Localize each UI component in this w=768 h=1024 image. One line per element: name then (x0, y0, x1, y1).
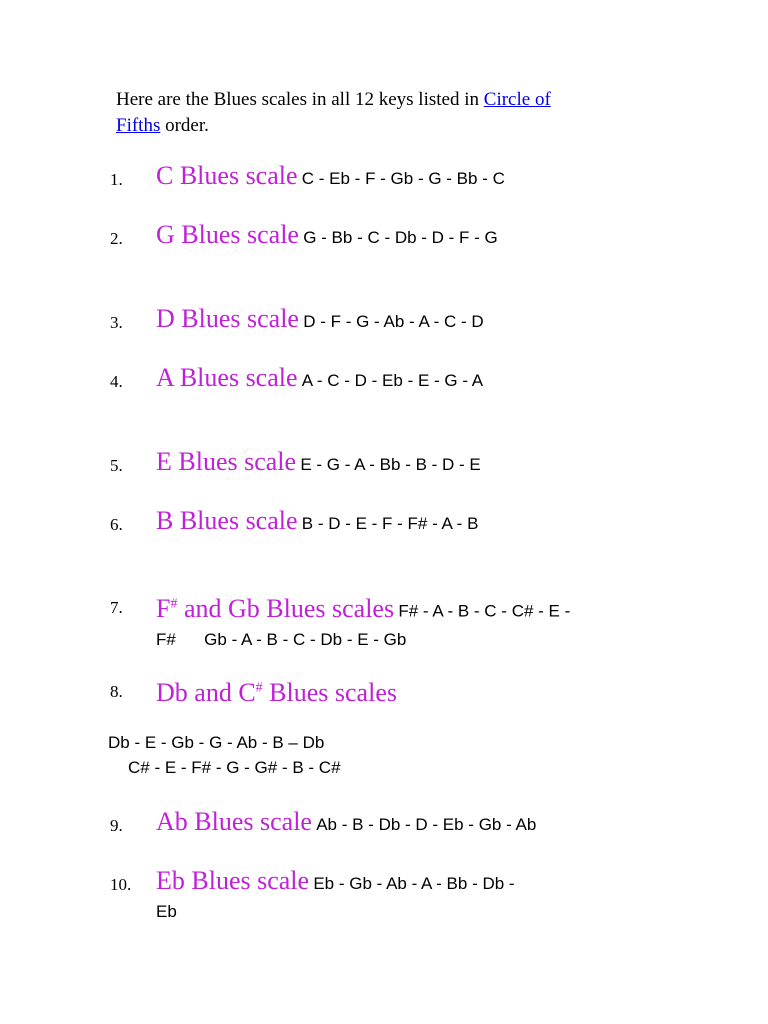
scale-notes: Eb (156, 902, 177, 921)
scale-notes: G - Bb - C - Db - D - F - G (303, 228, 498, 247)
scale-title: Db and C# Blues scales (156, 677, 397, 707)
scale-title: A Blues scale (156, 363, 298, 392)
item-number: 3. (110, 313, 123, 332)
scale-title: F# and Gb Blues scales (156, 593, 395, 623)
scale-notes: D - F - G - Ab - A - C - D (303, 312, 484, 331)
scale-title: B Blues scale (156, 506, 298, 535)
scale-notes: Eb - Gb - Ab - A - Bb - Db - (313, 874, 515, 893)
circle-of-fifths-link[interactable]: Circle of Fifths (116, 89, 551, 136)
item-number: 6. (110, 515, 123, 534)
scale-title: D Blues scale (156, 304, 299, 333)
scale-title: E Blues scale (156, 447, 297, 476)
item-number: 5. (110, 456, 123, 475)
item-number: 9. (110, 816, 123, 835)
scale-title: C Blues scale (156, 161, 298, 190)
intro-paragraph (116, 87, 676, 139)
scale-notes-db: Db - E - Gb - G - Ab - B – Db (108, 733, 325, 752)
scale-notes: F# - A - B - C - C# - E - (398, 601, 571, 621)
item-number: 1. (110, 170, 123, 189)
scale-notes-csharp: C# - E - F# - G - G# - B - C# (128, 758, 341, 777)
intro-text: Here are the Blues scales in all 12 keys listed in (116, 89, 484, 110)
item-number: 10. (110, 875, 132, 894)
intro-suffix: order. (160, 115, 209, 136)
scale-notes: C - Eb - F - Gb - G - Bb - C (301, 169, 505, 188)
scale-title: Ab Blues scale (156, 807, 312, 836)
scale-notes: F# Gb - A - B - C - Db - E - Gb (156, 629, 407, 649)
scale-notes: A - C - D - Eb - E - G - A (301, 371, 484, 390)
scale-notes: B - D - E - F - F# - A - B (301, 514, 479, 533)
scale-notes: E - G - A - Bb - B - D - E (300, 455, 481, 474)
item-number: 2. (110, 229, 123, 248)
item-number: 4. (110, 372, 123, 391)
scale-title: G Blues scale (156, 220, 299, 249)
item-number: 7. (110, 598, 123, 617)
item-number: 8. (110, 682, 123, 701)
scale-title: Eb Blues scale (156, 866, 310, 895)
scale-notes: Ab - B - Db - D - Eb - Gb - Ab (316, 815, 537, 834)
